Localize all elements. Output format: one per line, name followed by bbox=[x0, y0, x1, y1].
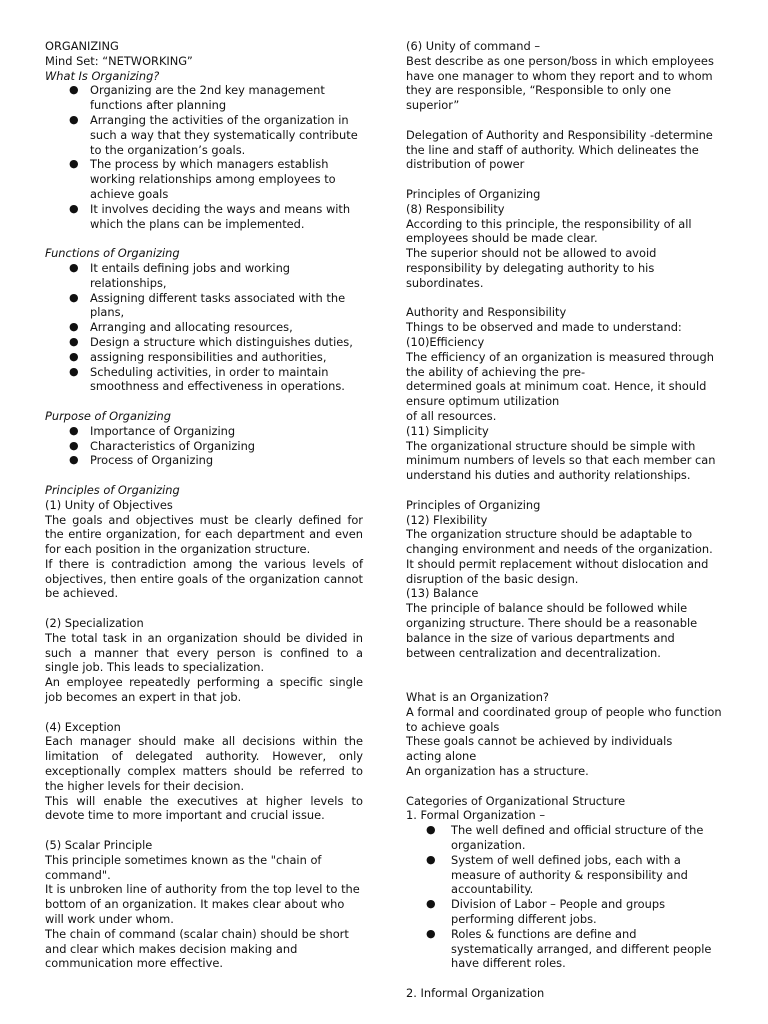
principle-1-text: The goals and objectives must be clearly defined for the entire organization, for each department and even for each position in the organization structure. bbox=[45, 512, 363, 557]
list-item: ● Assigning different tasks associated with the plans, bbox=[69, 290, 346, 320]
principle-11-text: The organizational structure should be simple with minimum numbers of levels so that each member can understand his duties and authority relationships. bbox=[406, 438, 716, 483]
list-item: ● Division of Labor – People and groups performing different jobs. bbox=[426, 897, 666, 927]
principle-4-text: This will enable the executives at higher levels to devote time to more important and crucial issue. bbox=[45, 793, 363, 823]
organization-text: A formal and coordinated group of people who function to achieve goals bbox=[406, 704, 722, 734]
bullet-icon: ● bbox=[426, 926, 436, 940]
principle-10-text: of all resources. bbox=[406, 408, 497, 423]
informal-organization-title: 2. Informal Organization bbox=[406, 986, 545, 1000]
organization-text: An organization has a structure. bbox=[406, 764, 589, 779]
purpose-list bbox=[45, 424, 363, 468]
principle-10-text: The efficiency of an organization is measured through the ability of achieving the pre- bbox=[406, 349, 714, 379]
purpose-heading: Purpose of Organizing bbox=[45, 408, 171, 423]
principle-12-text: The organization structure should be adaptable to changing environment and needs of the organization. bbox=[406, 527, 713, 557]
bullet-icon: ● bbox=[69, 349, 79, 363]
principle-12-title: (12) Flexibility bbox=[406, 512, 488, 527]
principle-1-title: (1) Unity of Objectives bbox=[45, 497, 173, 512]
bullet-icon: ● bbox=[69, 201, 79, 215]
principle-13-title: (13) Balance bbox=[406, 586, 479, 601]
principle-8-title: (8) Responsibility bbox=[406, 201, 505, 216]
list-item: ● Characteristics of Organizing bbox=[69, 438, 256, 453]
bullet-icon: ● bbox=[69, 320, 79, 334]
authority-heading: Authority and Responsibility bbox=[406, 305, 567, 320]
principle-4-text: Each manager should make all decisions within the limitation of delegated authority. However, only exceptionally complex matters should be referred to the higher levels for their decision. bbox=[45, 734, 363, 793]
principle-11-title: (11) Simplicity bbox=[406, 423, 489, 438]
list-item: ● Organizing are the 2nd key management functions after planning bbox=[69, 83, 325, 113]
categories-heading: Categories of Organizational Structure bbox=[406, 793, 626, 808]
functions-list bbox=[45, 261, 363, 394]
bullet-icon: ● bbox=[69, 260, 79, 274]
principle-13-text: The principle of balance should be followed while organizing structure. There should be a reasonable balance in the size of various departments and between centralization and decentralization. bbox=[406, 601, 698, 660]
what-is-organizing-list bbox=[45, 83, 363, 231]
principle-6-text: Best describe as one person/boss in which employees have one manager to whom they report and to whom they are responsible, “Responsible to only one superior” bbox=[406, 53, 714, 113]
list-item: ● Roles & functions are define and systematically arranged, and different people have different roles. bbox=[426, 926, 712, 971]
principle-2-text: An employee repeatedly performing a specific single job becomes an expert in that job. bbox=[45, 675, 363, 705]
list-item: ● Arranging and allocating resources, bbox=[69, 320, 293, 335]
list-item: ● Design a structure which distinguishes duties, bbox=[69, 334, 353, 349]
bullet-icon: ● bbox=[69, 364, 79, 378]
principle-8-text: The superior should not be allowed to avoid responsibility by delegating authority to his subordinates. bbox=[406, 246, 657, 290]
bullet-icon: ● bbox=[426, 823, 436, 837]
bullet-icon: ● bbox=[426, 897, 436, 911]
principle-5-title: (5) Scalar Principle bbox=[45, 838, 153, 853]
bullet-icon: ● bbox=[69, 157, 79, 171]
list-item: ● Scheduling activities, in order to maintain smoothness and effectiveness in operations. bbox=[69, 364, 345, 394]
list-item: ● Importance of Organizing bbox=[69, 423, 236, 438]
list-item: ● It entails defining jobs and working relationships, bbox=[69, 260, 291, 290]
principle-5-text: This principle sometimes known as the "chain of command". bbox=[45, 852, 322, 882]
mindset-line: Mind Set: “NETWORKING” bbox=[45, 53, 193, 68]
bullet-icon: ● bbox=[69, 290, 79, 304]
principle-5-text: It is unbroken line of authority from the top level to the bottom of an organization. It makes clear about who will work under whom. bbox=[45, 882, 360, 927]
bullet-icon: ● bbox=[426, 852, 436, 866]
left-column bbox=[45, 39, 363, 971]
list-item: ● Process of Organizing bbox=[69, 453, 214, 468]
principle-8-text: According to this principle, the responsibility of all employees should be made clear. bbox=[406, 216, 692, 246]
principle-10-text: determined goals at minimum coat. Hence, it should ensure optimum utilization bbox=[406, 379, 707, 409]
bullet-icon: ● bbox=[69, 438, 79, 452]
principle-12-text: It should permit replacement without dislocation and disruption of the basic design. bbox=[406, 556, 709, 586]
bullet-icon: ● bbox=[69, 83, 79, 97]
principle-1-text: If there is contradiction among the various levels of objectives, then entire goals of the organization cannot be achieved. bbox=[45, 556, 363, 601]
principles-heading: Principles of Organizing bbox=[406, 186, 541, 201]
list-item: ● The process by which managers establish working relationships among employees to achieve goals bbox=[69, 157, 336, 201]
document-title: ORGANIZING bbox=[45, 39, 119, 53]
bullet-icon: ● bbox=[69, 453, 79, 467]
list-item: ● It involves deciding the ways and means with which the plans can be implemented. bbox=[69, 201, 351, 231]
bullet-icon: ● bbox=[69, 112, 79, 126]
principles-heading: Principles of Organizing bbox=[45, 482, 180, 497]
formal-organization-list bbox=[406, 823, 722, 971]
principle-10-title: (10)Efficiency bbox=[406, 334, 485, 349]
what-is-organizing-heading: What Is Organizing? bbox=[45, 68, 160, 83]
bullet-icon: ● bbox=[69, 423, 79, 437]
principle-2-text: The total task in an organization should be divided in such a manner that every person is confined to a single job. This leads to specialization. bbox=[45, 630, 363, 675]
right-column bbox=[406, 39, 722, 1001]
organization-text: These goals cannot be achieved by individuals acting alone bbox=[406, 734, 687, 764]
principle-6-title: (6) Unity of command – bbox=[406, 39, 541, 53]
list-item: ● The well defined and official structure of the organization. bbox=[426, 823, 704, 853]
organization-heading: What is an Organization? bbox=[406, 690, 549, 705]
list-item: ● System of well defined jobs, each with a measure of authority & responsibility and accountability. bbox=[426, 852, 688, 897]
principles-heading: Principles of Organizing bbox=[406, 497, 541, 512]
list-item: ● Arranging the activities of the organization in such a way that they systematically contribute to the organization’s goals. bbox=[69, 112, 358, 157]
formal-organization-title: 1. Formal Organization – bbox=[406, 808, 546, 823]
bullet-icon: ● bbox=[69, 334, 79, 348]
list-item: ● assigning responsibilities and authorities, bbox=[69, 349, 327, 364]
principle-4-title: (4) Exception bbox=[45, 719, 121, 734]
authority-text: Things to be observed and made to understand: bbox=[406, 320, 682, 335]
delegation-text: Delegation of Authority and Responsibility -determine the line and staff of authority. Which delineates the distribution of power bbox=[406, 127, 713, 172]
functions-heading: Functions of Organizing bbox=[45, 246, 180, 261]
principle-5-text: The chain of command (scalar chain) should be short and clear which makes decision making and communication more effective. bbox=[45, 926, 349, 971]
principle-2-title: (2) Specialization bbox=[45, 616, 144, 631]
